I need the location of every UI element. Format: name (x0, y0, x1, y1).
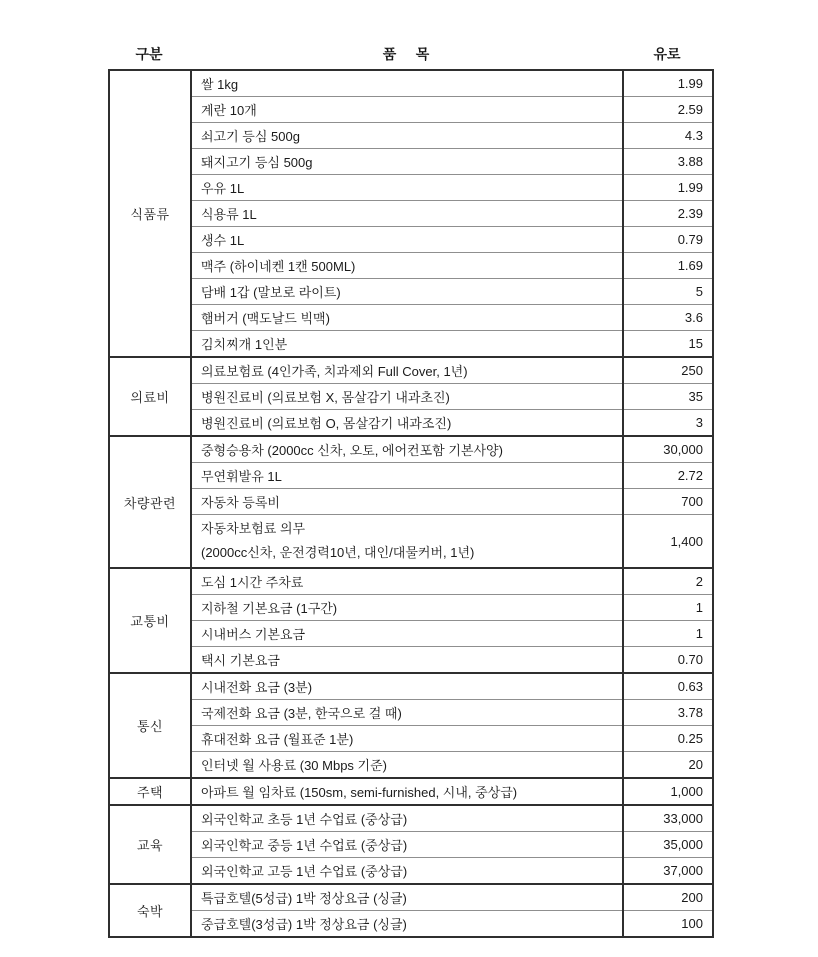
item-cell: 외국인학교 초등 1년 수업료 (중상급) (191, 805, 623, 832)
item-cell: 식용류 1L (191, 201, 623, 227)
item-cell: 병원진료비 (의료보험 X, 몸살감기 내과초진) (191, 384, 623, 410)
price-cell: 2 (623, 568, 713, 595)
table-row (109, 595, 713, 621)
table-row (109, 97, 713, 123)
item-cell: 김치찌개 1인분 (191, 331, 623, 358)
table-row (109, 489, 713, 515)
item-cell: 계란 10개 (191, 97, 623, 123)
price-cell: 3.6 (623, 305, 713, 331)
table-row (109, 305, 713, 331)
price-cell: 37,000 (623, 858, 713, 885)
item-cell: 맥주 (하이네켄 1캔 500ML) (191, 253, 623, 279)
table-row (109, 832, 713, 858)
item-cell: 돼지고기 등심 500g (191, 149, 623, 175)
item-cell: 택시 기본요금 (191, 647, 623, 674)
table-row (109, 201, 713, 227)
category-cell: 숙박 (109, 884, 191, 937)
price-cell: 3.88 (623, 149, 713, 175)
price-cell: 3 (623, 410, 713, 437)
item-cell: 우유 1L (191, 175, 623, 201)
table-row (109, 778, 713, 805)
item-cell: 생수 1L (191, 227, 623, 253)
price-cell: 4.3 (623, 123, 713, 149)
price-cell: 100 (623, 911, 713, 938)
table-row (109, 253, 713, 279)
item-cell: 아파트 월 임차료 (150sm, semi-furnished, 시내, 중상급) (191, 778, 623, 805)
price-cell: 700 (623, 489, 713, 515)
category-cell: 통신 (109, 673, 191, 778)
table-row (109, 568, 713, 595)
item-cell: 병원진료비 (의료보험 O, 몸살감기 내과조진) (191, 410, 623, 437)
item-cell: 휴대전화 요금 (월표준 1분) (191, 726, 623, 752)
price-cell: 3.78 (623, 700, 713, 726)
table-row (109, 673, 713, 700)
category-cell: 차량관련 (109, 436, 191, 568)
item-cell: 의료보험료 (4인가족, 치과제외 Full Cover, 1년) (191, 357, 623, 384)
price-cell: 1.99 (623, 70, 713, 97)
table-row (109, 647, 713, 674)
table-row (109, 175, 713, 201)
price-cell: 1,400 (623, 515, 713, 569)
item-cell: 중형승용차 (2000cc 신차, 오토, 에어컨포함 기본사양) (191, 436, 623, 463)
table-row (109, 279, 713, 305)
item-cell: 담배 1갑 (말보로 라이트) (191, 279, 623, 305)
price-cell: 0.79 (623, 227, 713, 253)
table-row (109, 70, 713, 97)
table-row (109, 858, 713, 885)
table-row (109, 436, 713, 463)
item-cell: 지하철 기본요금 (1구간) (191, 595, 623, 621)
table-row (109, 752, 713, 779)
item-cell: 외국인학교 중등 1년 수업료 (중상급) (191, 832, 623, 858)
item-cell: 쇠고기 등심 500g (191, 123, 623, 149)
item-cell: 국제전화 요금 (3분, 한국으로 걸 때) (191, 700, 623, 726)
item-cell: 시내전화 요금 (3분) (191, 673, 623, 700)
table-row (109, 149, 713, 175)
price-cell: 0.70 (623, 647, 713, 674)
table-row (109, 357, 713, 384)
price-cell: 2.59 (623, 97, 713, 123)
item-cell: 햄버거 (맥도날드 빅맥) (191, 305, 623, 331)
table-row (109, 884, 713, 911)
price-cell: 1.99 (623, 175, 713, 201)
header-price: 유로 (653, 46, 681, 62)
table-row (109, 805, 713, 832)
table-row (109, 410, 713, 437)
price-cell: 2.72 (623, 463, 713, 489)
table-row (109, 463, 713, 489)
price-cell: 0.25 (623, 726, 713, 752)
price-cell: 33,000 (623, 805, 713, 832)
item-cell: 도심 1시간 주차료 (191, 568, 623, 595)
item-cell: 무연휘발유 1L (191, 463, 623, 489)
price-table (108, 69, 714, 938)
column-headers (108, 42, 712, 69)
item-cell: 쌀 1kg (191, 70, 623, 97)
item-cell: 중급호텔(3성급) 1박 정상요금 (싱글) (191, 911, 623, 938)
item-cell: 자동차 등록비 (191, 489, 623, 515)
item-line: (2000cc신차, 운전경력10년, 대인/대물커버, 1년) (201, 545, 475, 560)
price-cell: 0.63 (623, 673, 713, 700)
price-cell: 15 (623, 331, 713, 358)
table-row (109, 515, 713, 569)
item-cell (191, 515, 623, 569)
price-cell: 20 (623, 752, 713, 779)
price-cell: 1 (623, 595, 713, 621)
table-row (109, 700, 713, 726)
price-cell: 35,000 (623, 832, 713, 858)
item-line: 자동차보험료 의무 (201, 521, 306, 536)
price-cell: 250 (623, 357, 713, 384)
price-cell: 30,000 (623, 436, 713, 463)
price-table-section (108, 42, 712, 938)
table-row (109, 384, 713, 410)
category-cell: 교육 (109, 805, 191, 884)
price-cell: 2.39 (623, 201, 713, 227)
item-cell: 외국인학교 고등 1년 수업료 (중상급) (191, 858, 623, 885)
item-cell: 특급호텔(5성급) 1박 정상요금 (싱글) (191, 884, 623, 911)
category-cell: 교통비 (109, 568, 191, 673)
category-cell: 식품류 (109, 70, 191, 357)
price-cell: 35 (623, 384, 713, 410)
table-row (109, 227, 713, 253)
price-cell: 1 (623, 621, 713, 647)
table-row (109, 911, 713, 938)
item-cell: 인터넷 월 사용료 (30 Mbps 기준) (191, 752, 623, 779)
table-row (109, 726, 713, 752)
price-cell: 5 (623, 279, 713, 305)
table-row (109, 331, 713, 358)
price-cell: 1,000 (623, 778, 713, 805)
header-category: 구분 (135, 46, 163, 62)
price-cell: 1.69 (623, 253, 713, 279)
table-row (109, 621, 713, 647)
table-row (109, 123, 713, 149)
category-cell: 의료비 (109, 357, 191, 436)
header-item: 품 목 (382, 46, 430, 62)
price-cell: 200 (623, 884, 713, 911)
item-cell: 시내버스 기본요금 (191, 621, 623, 647)
category-cell: 주택 (109, 778, 191, 805)
